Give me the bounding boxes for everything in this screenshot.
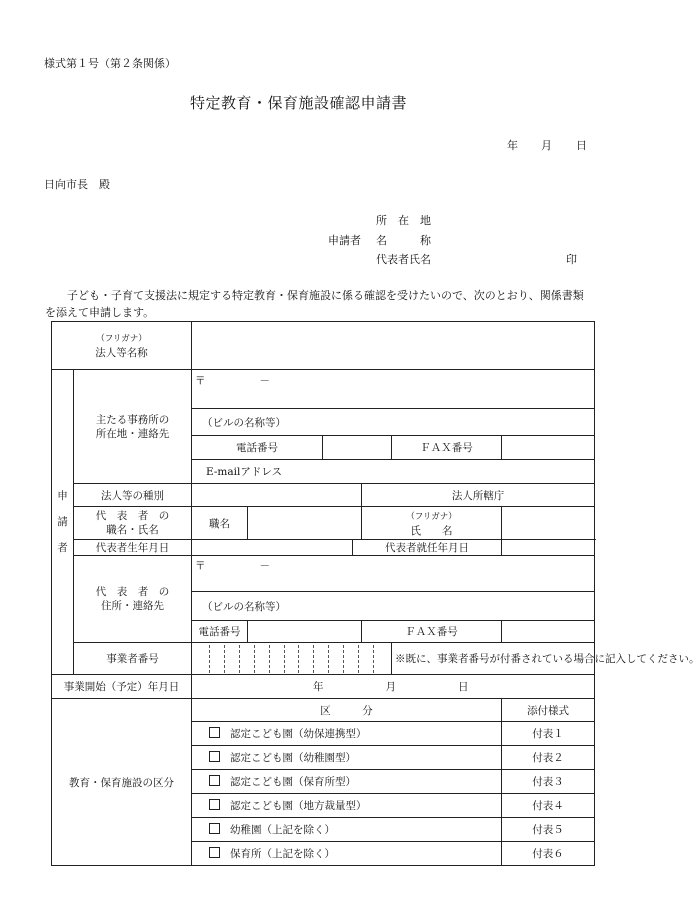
rep-address-label: 代 表 者 の 住所・連絡先 — [74, 556, 192, 643]
office-building-field[interactable]: （ビルの名称等） — [192, 409, 595, 436]
rep-building-field[interactable]: （ビルの名称等） — [192, 592, 595, 621]
facility-type-label: 教育・保育施設の区分 — [52, 699, 192, 866]
applicant-label: 申請者 — [328, 234, 361, 247]
start-date-field[interactable]: 年 月 日 — [192, 675, 595, 699]
rep-name-field[interactable] — [502, 507, 595, 540]
rep-start-field[interactable] — [502, 540, 595, 556]
checkbox-icon[interactable] — [209, 751, 220, 762]
office-email-field[interactable]: E-mailアドレス — [192, 460, 595, 484]
office-phone-field[interactable] — [323, 436, 392, 460]
rep-title-label: 代 表 者 の 職名・氏名 — [74, 507, 192, 540]
attachment-form: 付表２ — [502, 746, 595, 770]
rep-phone-label: 電話番号 — [192, 621, 248, 643]
operator-number-label: 事業者番号 — [74, 643, 192, 675]
attachment-form: 付表３ — [502, 770, 595, 794]
seal-mark: 印 — [566, 253, 577, 266]
office-phone-label: 電話番号 — [192, 436, 323, 460]
rep-phone-field[interactable] — [248, 621, 362, 643]
rep-birth-label: 代表者生年月日 — [74, 540, 192, 556]
office-fax-field[interactable] — [502, 436, 595, 460]
category-header: 区 分 — [192, 699, 502, 722]
category-row[interactable]: 認定こども園（保育所型） — [192, 770, 502, 794]
form-number: 様式第１号（第２条関係） — [44, 57, 176, 70]
applicant-rep-label: 代表者氏名 — [376, 253, 431, 266]
checkbox-icon[interactable] — [209, 847, 220, 858]
rep-fax-field[interactable] — [502, 621, 595, 643]
operator-number-field[interactable] — [192, 643, 392, 675]
office-label: 主たる事務所の 所在地・連絡先 — [74, 370, 192, 484]
applicant-name-label: 名 称 — [376, 234, 431, 247]
checkbox-icon[interactable] — [209, 799, 220, 810]
job-title-field[interactable] — [248, 507, 362, 540]
checkbox-icon[interactable] — [209, 823, 220, 834]
attachment-form: 付表５ — [502, 818, 595, 842]
corp-name-label: （フリガナ） 法人等名称 — [52, 322, 192, 370]
job-title-label: 職名 — [192, 507, 248, 540]
corp-type-label: 法人等の種別 — [74, 484, 192, 507]
attachment-form: 付表６ — [502, 842, 595, 866]
applicant-side-label: 申 請 者 — [52, 370, 74, 675]
checkbox-icon[interactable] — [209, 727, 220, 738]
corp-authority-label: 法人所轄庁 — [362, 484, 595, 507]
date-month-label: 月 — [541, 139, 552, 152]
category-row[interactable]: 保育所（上記を除く） — [192, 842, 502, 866]
office-postal-field[interactable]: 〒 － — [192, 370, 595, 409]
date-day-label: 日 — [576, 139, 587, 152]
attachment-form: 付表４ — [502, 794, 595, 818]
rep-postal-field[interactable]: 〒 － — [192, 556, 595, 592]
applicant-address-label: 所 在 地 — [376, 214, 431, 227]
attachment-header: 添付様式 — [502, 699, 595, 722]
addressee: 日向市長 殿 — [44, 178, 110, 191]
category-row[interactable]: 認定こども園（幼稚園型） — [192, 746, 502, 770]
category-row[interactable]: 幼稚園（上記を除く） — [192, 818, 502, 842]
category-row[interactable]: 認定こども園（地方裁量型） — [192, 794, 502, 818]
corp-name-field[interactable] — [192, 322, 595, 370]
date-year-label: 年 — [507, 139, 518, 152]
attachment-form: 付表１ — [502, 722, 595, 746]
corp-type-field[interactable] — [192, 484, 362, 507]
start-date-label: 事業開始（予定）年月日 — [52, 675, 192, 699]
page-title: 特定教育・保育施設確認申請書 — [190, 94, 408, 112]
operator-number-note: ※既に、事業者番号が付番されている場合に記入してください。 — [392, 643, 595, 675]
office-fax-label: ＦＡＸ番号 — [392, 436, 502, 460]
checkbox-icon[interactable] — [209, 775, 220, 786]
intro-text: 子ども・子育て支援法に規定する特定教育・保育施設に係る確認を受けたいので、次のとおり、関係書類を添えて申請します。 — [45, 289, 584, 319]
rep-start-label: 代表者就任年月日 — [353, 540, 502, 556]
rep-fax-label: ＦＡＸ番号 — [362, 621, 502, 643]
application-table — [51, 321, 700, 866]
rep-name-label: （フリガナ） 氏 名 — [362, 507, 502, 540]
category-row[interactable]: 認定こども園（幼保連携型） — [192, 722, 502, 746]
rep-birth-field[interactable] — [192, 540, 353, 556]
